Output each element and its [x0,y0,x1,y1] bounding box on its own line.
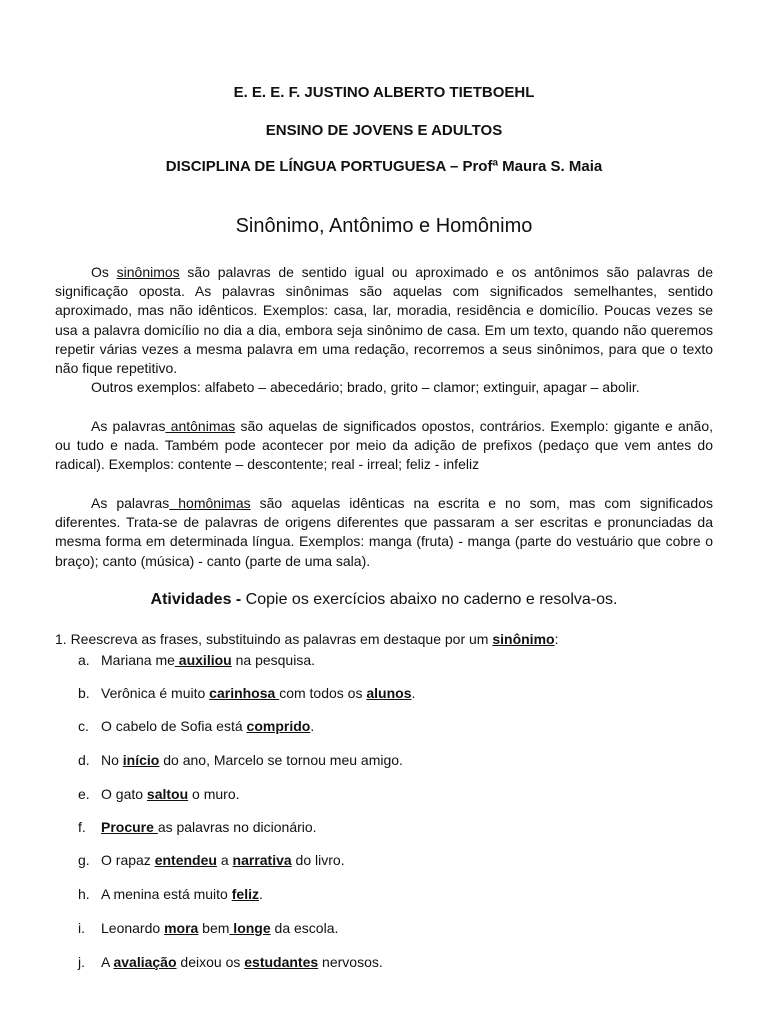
synonym-examples: Outros exemplos: alfabeto – abecedário; brado, grito – clamor; extinguir, apagar – abolir. [91,379,640,396]
list-item: b. Verônica é muito carinhosa com todos os alunos. [78,685,416,701]
list-item: i. Leonardo mora bem longe da escola. [78,920,339,936]
list-item: j. A avaliação deixou os estudantes nervosos. [78,954,383,970]
underlined-term: antônimas [165,418,236,434]
school-name: E. E. E. F. JUSTINO ALBERTO TIETBOEHL [233,84,535,101]
underlined-term: sinônimos [116,264,180,280]
list-item: e. O gato saltou o muro. [78,786,240,802]
underlined-term: homônimas [169,495,251,511]
document-title: Sinônimo, Antônimo e Homônimo [235,215,533,237]
list-item: g. O rapaz entendeu a narrativa do livro. [78,852,345,868]
activities-heading: Atividades - Copie os exercícios abaixo no caderno e resolva-os. [150,591,618,608]
list-item: h. A menina está muito feliz. [78,886,263,902]
program-name: ENSINO DE JOVENS E ADULTOS [265,122,503,139]
paragraph-antonyms: As palavras antônimas são aquelas de significados opostos, contrários. Exemplo: gigante e anão, ou tudo e nada. Também pode acontecer por meio da adição de prefixos (pedaço que vem antes do radical). Exemplos: contente – descontente; real - irreal; feliz - infeliz [55,418,714,473]
question-1: 1. Reescreva as frases, substituindo as palavras em destaque por um sinônimo: [55,631,559,647]
paragraph-synonyms: Os sinônimos são palavras de sentido igual ou aproximado e os antônimos são palavras de significação oposta. As palavras sinônimas são aquelas com significados semelhantes, sentido aproximado, mas não idênticos. Exemplos: casa, lar, moradia, residência e domicílio. Poucas vezes se usa a palavra domicílio no dia a dia, embora seja sinônimo de casa. Em um texto, quando não queremos repetir várias vezes a mesma palavra em uma redação, recorremos a seus sinônimos, para que o texto não fique repetitivo. Outros exemplos: alfabeto – abecedário; brado, grito – clamor; extinguir, apagar – abolir. [55,264,713,396]
list-item: d. No início do ano, Marcelo se tornou meu amigo. [78,752,403,768]
list-item: a. Mariana me auxiliou na pesquisa. [78,652,316,668]
list-item: c. O cabelo de Sofia está comprido. [78,718,315,734]
paragraph-homonyms: As palavras homônimas são aquelas idênticas na escrita e no som, mas com significados diferentes. Trata-se de palavras de origens diferentes que passaram a ser escritas e pronunciadas da mesma forma em determinada língua. Exemplos: manga (fruta) - manga (parte do vestuário que cobre o braço); canto (música) - canto (parte de uma sala). [55,495,713,569]
list-item: f. Procure as palavras no dicionário. [78,819,317,835]
discipline-line: DISCIPLINA DE LÍNGUA PORTUGUESA – Profª Maura S. Maia [165,158,603,175]
